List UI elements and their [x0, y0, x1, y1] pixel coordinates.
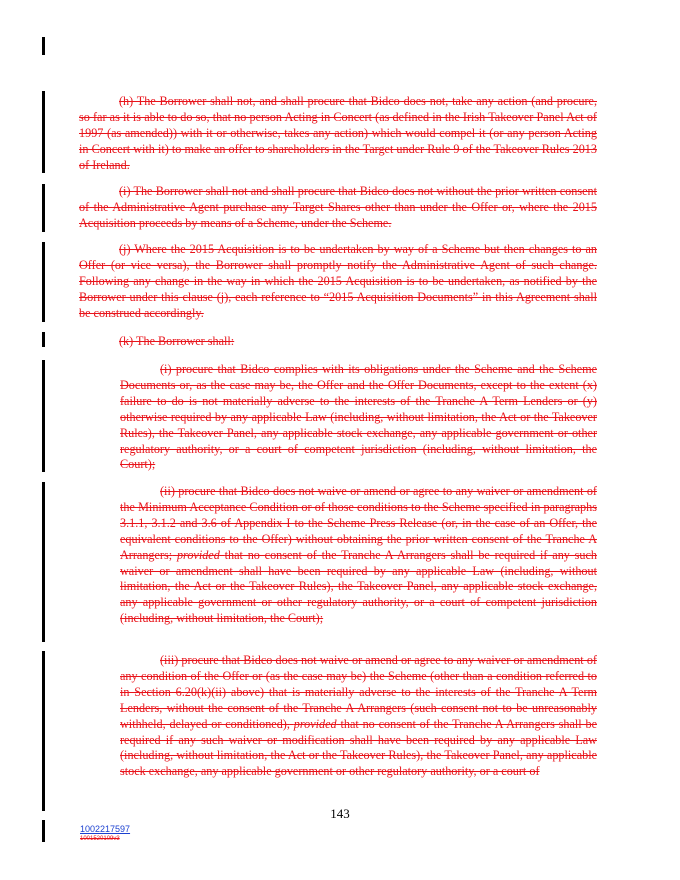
change-bar: [42, 37, 45, 55]
change-bar: [42, 651, 45, 811]
document-id-old: 1001520109v3: [80, 836, 120, 842]
change-bar: [42, 820, 45, 842]
clause-k-ii-text-a: (ii) procure that Bidco does not waive or amend or agree to any waiver or amendment of the Minimum Acceptance Condition or of those conditions to the Scheme specified in paragraphs 3.1.1, 3.1.2 and 3.6 of Appendix I to the Scheme Press Release (or, in the case of an Offer, the equivalent conditions to the Offer) without obtaining the prior written consent of the Tranche A Arrangers;: [120, 484, 597, 562]
clause-k-iii: [120, 653, 597, 780]
clause-k-ii: [120, 484, 597, 627]
clause-k-iii-text-b: that no consent of the Tranche A Arrangers shall be required if any such waiver or modification shall have been required by any applicable Law (including, without limitation, the Act or the Takeover Rules), the Takeover Panel, any applicable stock exchange, any applicable government or other regulatory authority, or a court of: [120, 716, 598, 779]
clause-k-i: (i) procure that Bidco complies with its obligations under the Scheme and the Scheme Documents or, as the case may be, the Offer and the Offer Documents, except to the extent (x) failure to do is not materially adverse to the interests of the Tranche A Term Lenders or (y) otherwise required by any applicable Law (including, without limitation, the Act or the Takeover Rules), the Takeover Panel, any applicable stock exchange, any applicable government or other regulatory authority, or a court of competent jurisdiction (including, without limitation, the Court);: [120, 362, 597, 472]
clause-k: (k) The Borrower shall:: [119, 334, 235, 348]
clause-k-iii-provided: provided: [293, 716, 337, 731]
document-id-link[interactable]: 1002217597: [80, 824, 131, 834]
change-bar: [42, 360, 45, 472]
page-number: 143: [330, 806, 350, 821]
clause-h: (h) The Borrower shall not, and shall procure that Bidco does not, take any action (and procure, so far as it is able to do so, that no person Acting in Concert (as defined in the Irish Takeover Panel Act of 1997 (as amended)) with it or otherwise, takes any action) which would compel it (or any person Acting in Concert with it) to make an offer to shareholders in the Target under Rule 9 of the Takeover Rules 2013 of Ireland.: [79, 94, 597, 172]
change-bar: [42, 91, 45, 173]
clause-k-ii-text-b: that no consent of the Tranche A Arrangers shall be required if any such waiver or amendment shall have been required by any applicable Law (including, without limitation, the Act or the Takeover Rules), the Takeover Panel, any applicable stock exchange, any applicable government or other regulatory authority, or a court of competent jurisdiction (including, without limitation, the Court);: [120, 547, 598, 626]
clause-k-iii-text-a: (iii) procure that Bidco does not waive or amend or agree to any waiver or amendment of any condition of the Offer or (as the case may be) the Scheme (other than a condition referred to in Section 6.20(k)(ii) above) that is materially adverse to the interests of the Tranche A Term Lenders, without the consent of the Tranche A Arrangers (such consent not to be unreasonably withheld, delayed or conditioned),: [120, 653, 597, 731]
change-bar: [42, 482, 45, 642]
change-bar: [42, 242, 45, 322]
change-bar: [42, 184, 45, 232]
clause-i: (i) The Borrower shall not and shall procure that Bidco does not without the prior written consent of the Administrative Agent purchase any Target Shares other than under the Offer or, where the 2015 Acquisition proceeds by means of a Scheme, under the Scheme.: [79, 184, 597, 230]
clause-j: (j) Where the 2015 Acquisition is to be undertaken by way of a Scheme but then changes to an Offer (or vice versa), the Borrower shall promptly notify the Administrative Agent of such change. Following any change in the way in which the 2015 Acquisition is to be undertaken, as notified by the Borrower under this clause (j), each reference to “2015 Acquisition Documents” in this Agreement shall be construed accordingly.: [79, 242, 597, 320]
clause-k-ii-provided: provided: [176, 547, 220, 562]
change-bar: [42, 332, 45, 347]
